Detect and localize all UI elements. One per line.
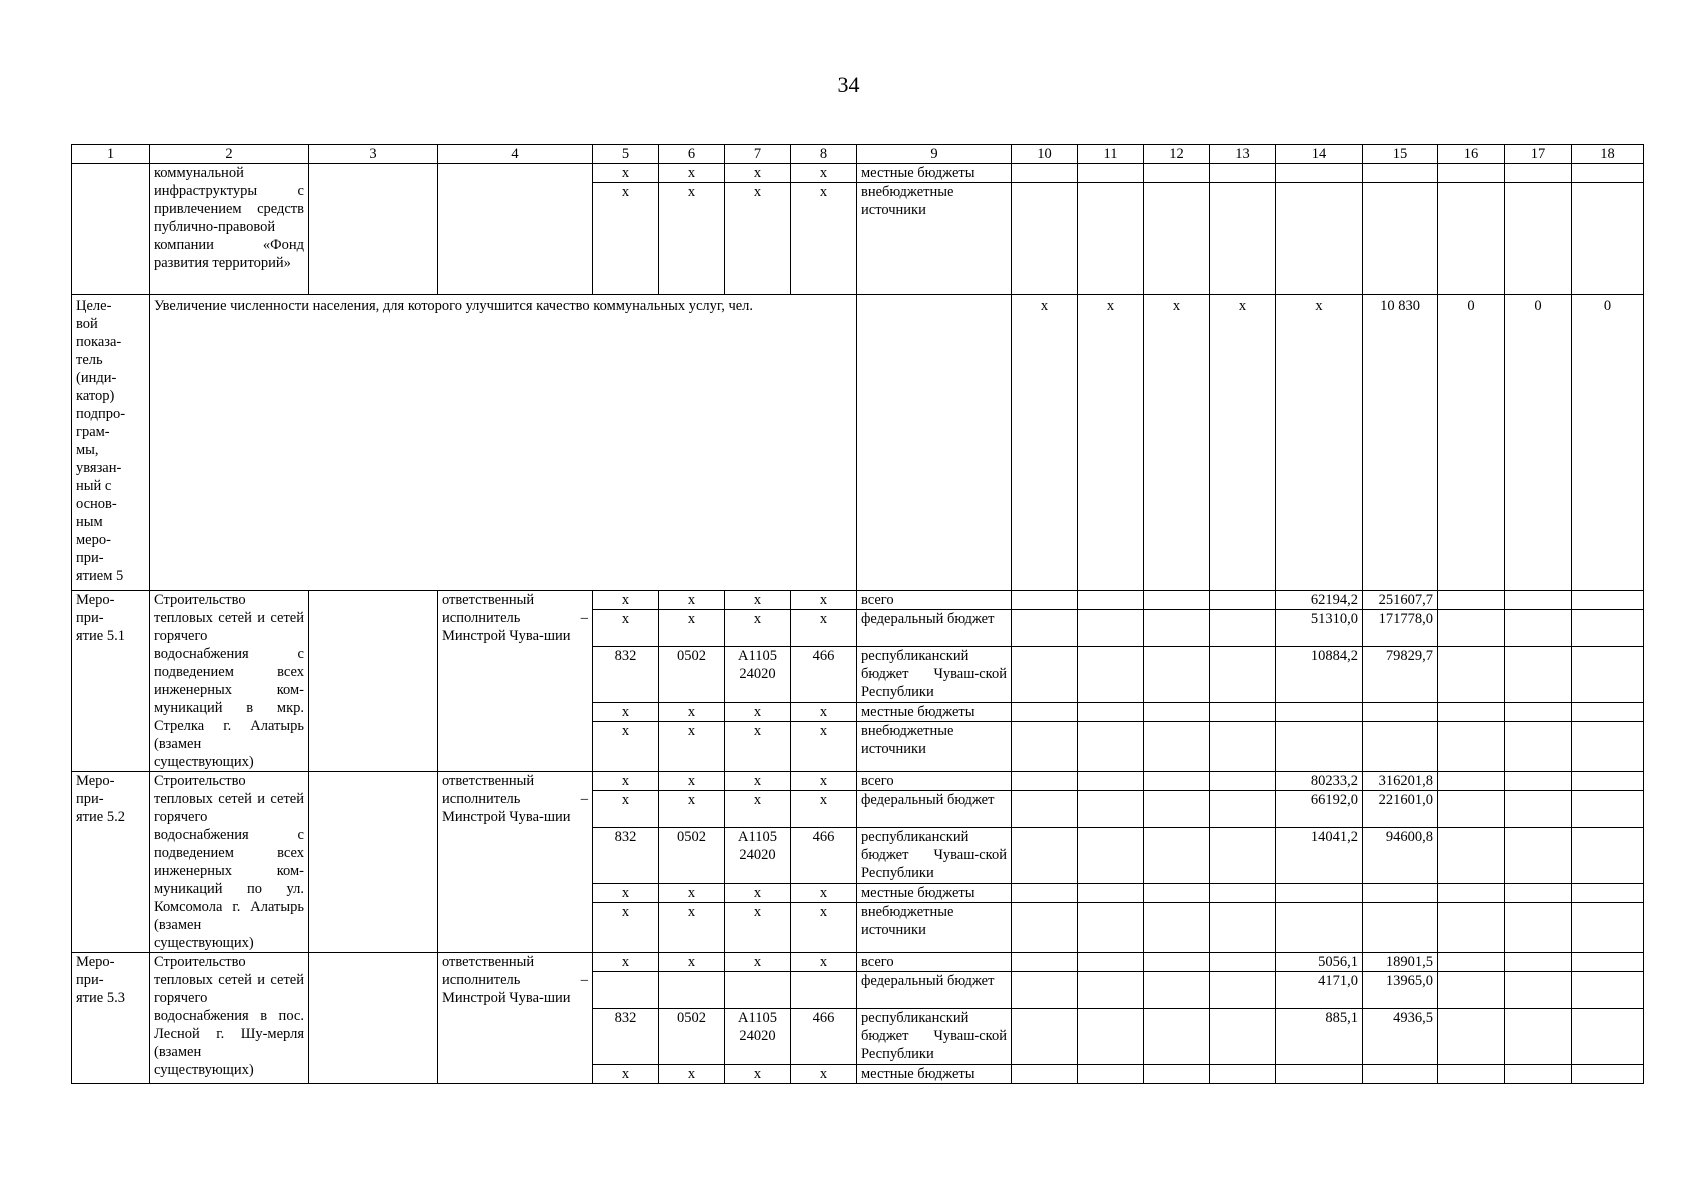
cell-c7: А1105 24020 xyxy=(725,828,791,884)
cell-c8: х xyxy=(791,183,857,295)
empty-cell xyxy=(309,164,438,295)
value-c15: 4936,5 xyxy=(1363,1009,1438,1065)
cell-c6: х xyxy=(659,903,725,953)
cell-c5: х xyxy=(593,703,659,722)
cell-c5: х xyxy=(593,722,659,772)
header-cell: 12 xyxy=(1144,145,1210,164)
cell-c8: х xyxy=(791,772,857,791)
cell-c8: 466 xyxy=(791,647,857,703)
empty-cell xyxy=(309,953,438,1084)
indicator-label: Целе- вой показа- тель (инди- катор) подпро- грам- мы, увязан- ный с основ- ным меро- при- ятием 5 xyxy=(72,295,150,591)
header-cell: 14 xyxy=(1276,145,1363,164)
measure-title: Строительство тепловых сетей и сетей горячего водоснабжения с подведением всех инженерных ком-муникаций по ул. Комсомола г. Алатырь (взамен существующих) xyxy=(150,772,309,953)
value-c15: 171778,0 xyxy=(1363,610,1438,647)
indicator-c16: 0 xyxy=(1438,295,1505,591)
cell-c7: х xyxy=(725,703,791,722)
source-cell: федеральный бюджет xyxy=(857,791,1012,828)
header-cell: 9 xyxy=(857,145,1012,164)
page-number: 34 xyxy=(837,72,860,97)
indicator-c11: х xyxy=(1078,295,1144,591)
cell-c8: х xyxy=(791,791,857,828)
indicator-c10: х xyxy=(1012,295,1078,591)
value-c14: 885,1 xyxy=(1276,1009,1363,1065)
measure-title: Строительство тепловых сетей и сетей горячего водоснабжения с подведением всех инженерных ком-муникаций в мкр. Стрелка г. Алатырь (взамен существующих) xyxy=(150,591,309,772)
header-cell: 1 xyxy=(72,145,150,164)
value-c15: 18901,5 xyxy=(1363,953,1438,972)
budget-table xyxy=(71,144,1644,1084)
cell-c5: х xyxy=(593,903,659,953)
header-cell: 10 xyxy=(1012,145,1078,164)
indicator-c15: 10 830 xyxy=(1363,295,1438,591)
value-c15: 221601,0 xyxy=(1363,791,1438,828)
value-c15: 79829,7 xyxy=(1363,647,1438,703)
table-row xyxy=(72,772,1644,791)
cell-c7: х xyxy=(725,903,791,953)
cell-c8: х xyxy=(791,703,857,722)
cell-c7: А1105 24020 xyxy=(725,647,791,703)
header-cell: 15 xyxy=(1363,145,1438,164)
value-c14: 80233,2 xyxy=(1276,772,1363,791)
value-c14: 14041,2 xyxy=(1276,828,1363,884)
measure-label: Меро- при- ятие 5.1 xyxy=(72,591,150,772)
value-c15: 94600,8 xyxy=(1363,828,1438,884)
value-c15: 316201,8 xyxy=(1363,772,1438,791)
source-cell: местные бюджеты xyxy=(857,164,1012,183)
cell-c6: х xyxy=(659,791,725,828)
value-c15: 251607,7 xyxy=(1363,591,1438,610)
cell-c7: х xyxy=(725,884,791,903)
cell-c6: х xyxy=(659,703,725,722)
cell-c7: х xyxy=(725,591,791,610)
empty-cell xyxy=(309,591,438,772)
source-cell: всего xyxy=(857,953,1012,972)
value-c14: 4171,0 xyxy=(1276,972,1363,1009)
cell-c5: х xyxy=(593,164,659,183)
indicator-c17: 0 xyxy=(1505,295,1572,591)
cell-c5: х xyxy=(593,183,659,295)
source-cell: федеральный бюджет xyxy=(857,610,1012,647)
cell-c5: х xyxy=(593,884,659,903)
source-cell: местные бюджеты xyxy=(857,1065,1012,1084)
empty-cell xyxy=(438,164,593,295)
cell-c6: х xyxy=(659,610,725,647)
cell-c8: х xyxy=(791,164,857,183)
value-c14: 5056,1 xyxy=(1276,953,1363,972)
indicator-c18: 0 xyxy=(1572,295,1644,591)
empty-cell xyxy=(72,164,150,295)
cell-c5: х xyxy=(593,1065,659,1084)
cell-c6: х xyxy=(659,772,725,791)
measure-executor: ответственный исполнитель – Минстрой Чува-шии xyxy=(438,591,593,772)
cell-c6: х xyxy=(659,722,725,772)
header-cell: 5 xyxy=(593,145,659,164)
cell-c5: х xyxy=(593,610,659,647)
source-cell: республиканский бюджет Чуваш-ской Республики xyxy=(857,1009,1012,1065)
cell-c5: х xyxy=(593,791,659,828)
table-row xyxy=(72,164,1644,183)
header-cell: 16 xyxy=(1438,145,1505,164)
source-cell: республиканский бюджет Чуваш-ской Республики xyxy=(857,828,1012,884)
continued-title: коммунальной инфраструктуры с привлечением средств публично-правовой компании «Фонд развития территорий» xyxy=(150,164,309,295)
source-cell: федеральный бюджет xyxy=(857,972,1012,1009)
measure-executor: ответственный исполнитель – Минстрой Чува-шии xyxy=(438,772,593,953)
cell-c6: х xyxy=(659,591,725,610)
cell-c6: х xyxy=(659,953,725,972)
header-cell: 11 xyxy=(1078,145,1144,164)
cell-c7: х xyxy=(725,722,791,772)
empty-cell xyxy=(309,772,438,953)
cell-c6: 0502 xyxy=(659,647,725,703)
cell-c7: х xyxy=(725,164,791,183)
cell-c8: 466 xyxy=(791,828,857,884)
cell-c8: х xyxy=(791,722,857,772)
source-cell: внебюджетные источники xyxy=(857,903,1012,953)
cell-c5: х xyxy=(593,953,659,972)
cell-c7: х xyxy=(725,610,791,647)
value-c14: 51310,0 xyxy=(1276,610,1363,647)
value-c14: 10884,2 xyxy=(1276,647,1363,703)
source-cell: республиканский бюджет Чуваш-ской Республики xyxy=(857,647,1012,703)
cell-c6: х xyxy=(659,164,725,183)
cell-c7: х xyxy=(725,772,791,791)
header-cell: 17 xyxy=(1505,145,1572,164)
header-cell: 3 xyxy=(309,145,438,164)
cell-c6: х xyxy=(659,884,725,903)
source-cell: местные бюджеты xyxy=(857,884,1012,903)
header-cell: 2 xyxy=(150,145,309,164)
cell-c8: х xyxy=(791,1065,857,1084)
measure-label: Меро- при- ятие 5.2 xyxy=(72,772,150,953)
value-c15: 13965,0 xyxy=(1363,972,1438,1009)
cell-c8: х xyxy=(791,953,857,972)
cell-c7: х xyxy=(725,1065,791,1084)
value-c14: 66192,0 xyxy=(1276,791,1363,828)
header-cell: 8 xyxy=(791,145,857,164)
indicator-row xyxy=(72,295,1644,591)
cell-c5: х xyxy=(593,591,659,610)
cell-c7: А1105 24020 xyxy=(725,1009,791,1065)
header-cell: 6 xyxy=(659,145,725,164)
indicator-c14: х xyxy=(1276,295,1363,591)
header-cell: 13 xyxy=(1210,145,1276,164)
cell-c6: х xyxy=(659,183,725,295)
indicator-c12: х xyxy=(1144,295,1210,591)
cell-c7: х xyxy=(725,183,791,295)
source-cell: всего xyxy=(857,591,1012,610)
measure-title: Строительство тепловых сетей и сетей горячего водоснабжения в пос. Лесной г. Шу-мерля (взамен существующих) xyxy=(150,953,309,1084)
cell-c5: 832 xyxy=(593,647,659,703)
cell-c8: х xyxy=(791,610,857,647)
table-row xyxy=(72,591,1644,610)
table-row xyxy=(72,953,1644,972)
cell-c7: х xyxy=(725,791,791,828)
source-cell: всего xyxy=(857,772,1012,791)
value-c14: 62194,2 xyxy=(1276,591,1363,610)
indicator-c13: х xyxy=(1210,295,1276,591)
header-row xyxy=(72,145,1644,164)
empty-cell xyxy=(857,295,1012,591)
source-cell: внебюджетные источники xyxy=(857,183,1012,295)
cell-c8: х xyxy=(791,591,857,610)
indicator-text: Увеличение численности населения, для которого улучшится качество коммунальных услуг, чел. xyxy=(150,295,857,591)
source-cell: внебюджетные источники xyxy=(857,722,1012,772)
header-cell: 4 xyxy=(438,145,593,164)
header-cell: 7 xyxy=(725,145,791,164)
cell-c8: х xyxy=(791,903,857,953)
cell-c8: 466 xyxy=(791,1009,857,1065)
measure-executor: ответственный исполнитель – Минстрой Чува-шии xyxy=(438,953,593,1084)
source-cell: местные бюджеты xyxy=(857,703,1012,722)
cell-c6: х xyxy=(659,1065,725,1084)
cell-c7: х xyxy=(725,953,791,972)
cell-c6: 0502 xyxy=(659,1009,725,1065)
measure-label: Меро- при- ятие 5.3 xyxy=(72,953,150,1084)
header-cell: 18 xyxy=(1572,145,1644,164)
cell-c8: х xyxy=(791,884,857,903)
cell-c5: 832 xyxy=(593,1009,659,1065)
cell-c5: х xyxy=(593,772,659,791)
cell-c5: 832 xyxy=(593,828,659,884)
cell-c6: 0502 xyxy=(659,828,725,884)
